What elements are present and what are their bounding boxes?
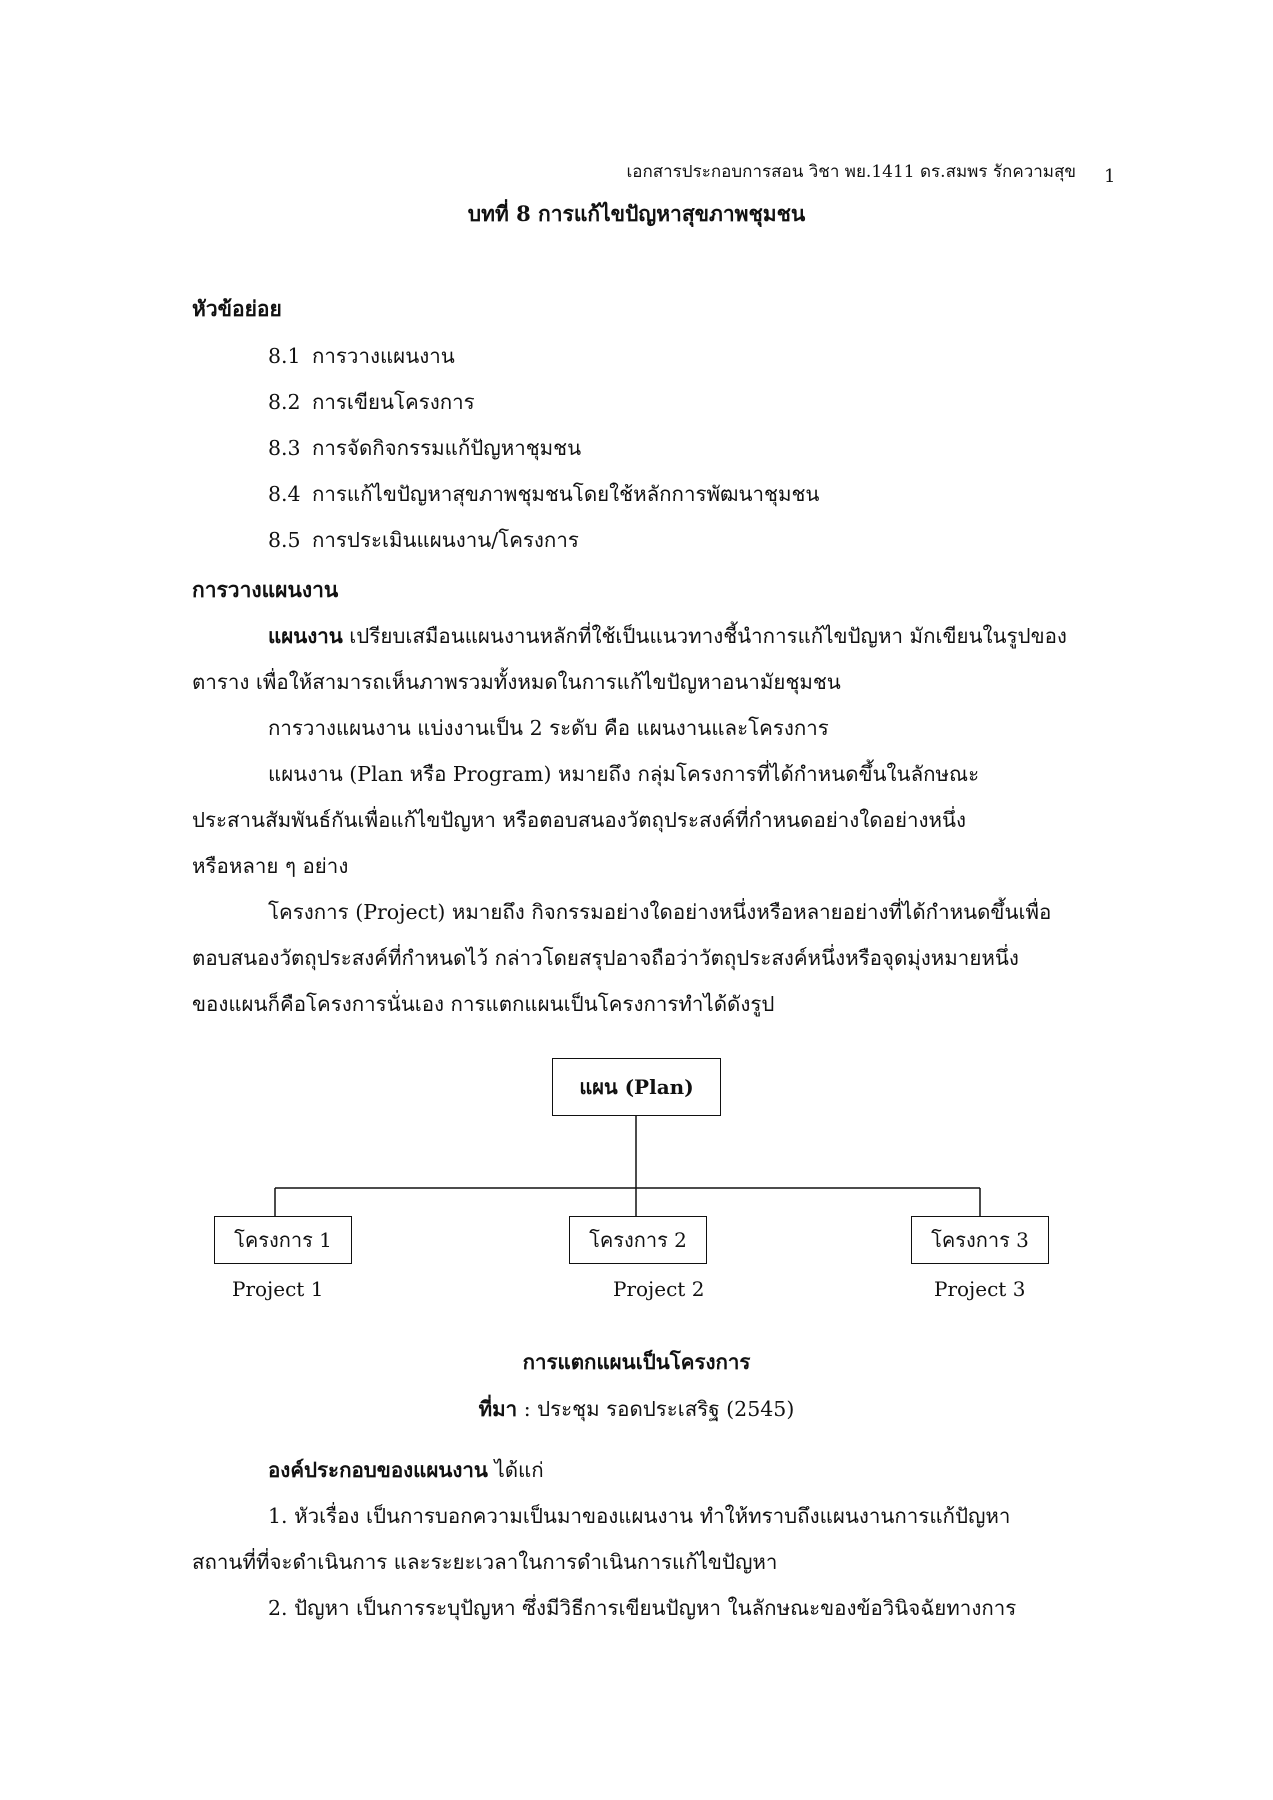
subtopic-text: การจัดกิจกรรมแก้ปัญหาชุมชน: [312, 436, 582, 460]
paragraph-line: ของแผนก็คือโครงการนั่นเอง การแตกแผนเป็นโครงการทำได้ดังรูป: [192, 992, 775, 1016]
term-bold: แผนงาน: [268, 624, 343, 648]
source-label: ที่มา: [478, 1397, 518, 1421]
paragraph-text: เปรียบเสมือนแผนงานหลักที่ใช้เป็นแนวทางชี้นำการแก้ไขปัญหา มักเขียนในรูปของ: [342, 624, 1067, 648]
project-box-1: โครงการ 1: [214, 1216, 352, 1264]
paragraph-line: การวางแผนงาน แบ่งงานเป็น 2 ระดับ คือ แผนงานและโครงการ: [268, 716, 829, 740]
project-label-1: Project 1: [232, 1277, 324, 1301]
subtopic-number: 8.5: [268, 528, 301, 552]
project-label-3: Project 3: [934, 1277, 1026, 1301]
components-heading-rest: ได้แก่: [487, 1458, 544, 1482]
figure-caption: การแตกแผนเป็นโครงการ: [522, 1350, 751, 1374]
project-box-3: โครงการ 3: [911, 1216, 1049, 1264]
subtopic-number: 8.3: [268, 436, 301, 460]
paragraph-line: ประสานสัมพันธ์กันเพื่อแก้ไขปัญหา หรือตอบสนองวัตถุประสงค์ที่กำหนดอย่างใดอย่างหนึ่ง: [192, 808, 967, 832]
paragraph-line: 1. หัวเรื่อง เป็นการบอกความเป็นมาของแผนงาน ทำให้ทราบถึงแผนงานการแก้ปัญหา: [268, 1504, 1011, 1528]
planning-heading: การวางแผนงาน: [192, 577, 339, 602]
subtopic-number: 8.4: [268, 482, 301, 506]
subtopics-heading: หัวข้อย่อย: [192, 296, 282, 321]
subtopic-text: การวางแผนงาน: [312, 344, 455, 368]
subtopic-text: การประเมินแผนงาน/โครงการ: [312, 528, 579, 552]
project-label-2: Project 2: [613, 1277, 705, 1301]
source-text: : ประชุม รอดประเสริฐ (2545): [517, 1397, 795, 1421]
components-heading-bold: องค์ประกอบของแผนงาน: [268, 1458, 488, 1482]
page-number: 1: [1104, 166, 1116, 187]
components-heading: [268, 1454, 544, 1487]
page-header: เอกสารประกอบการสอน วิชา พย.1411 ดร.สมพร รักความสุข: [626, 162, 1076, 182]
chapter-title: บทที่ 8 การแก้ไขปัญหาสุขภาพชุมชน: [467, 201, 806, 226]
subtopic-number: 8.1: [268, 344, 301, 368]
subtopic-number: 8.2: [268, 390, 301, 414]
subtopic-text: การเขียนโครงการ: [312, 390, 475, 414]
figure-source: [0, 1393, 1273, 1426]
paragraph-line: 2. ปัญหา เป็นการระบุปัญหา ซึ่งมีวิธีการเขียนปัญหา ในลักษณะของข้อวินิจฉัยทางการ: [268, 1596, 1017, 1620]
paragraph-line: ตาราง เพื่อให้สามารถเห็นภาพรวมทั้งหมดในการแก้ไขปัญหาอนามัยชุมชน: [192, 670, 841, 694]
paragraph-line: สถานที่ที่จะดำเนินการ และระยะเวลาในการดำเนินการแก้ไขปัญหา: [192, 1550, 778, 1574]
plan-box: แผน (Plan): [552, 1058, 721, 1116]
paragraph-line: ตอบสนองวัตถุประสงค์ที่กำหนดไว้ กล่าวโดยสรุปอาจถือว่าวัตถุประสงค์หนึ่งหรือจุดมุ่งหมายหนึ่ง: [192, 946, 1019, 970]
paragraph-line: โครงการ (Project) หมายถึง กิจกรรมอย่างใดอย่างหนึ่งหรือหลายอย่างที่ได้กำหนดขึ้นเพื่อ: [268, 900, 1052, 924]
project-box-2: โครงการ 2: [569, 1216, 707, 1264]
paragraph-line: หรือหลาย ๆ อย่าง: [192, 854, 349, 878]
paragraph-line: แผนงาน (Plan หรือ Program) หมายถึง กลุ่มโครงการที่ได้กำหนดขึ้นในลักษณะ: [268, 762, 980, 786]
subtopic-text: การแก้ไขปัญหาสุขภาพชุมชนโดยใช้หลักการพัฒนาชุมชน: [312, 482, 820, 506]
